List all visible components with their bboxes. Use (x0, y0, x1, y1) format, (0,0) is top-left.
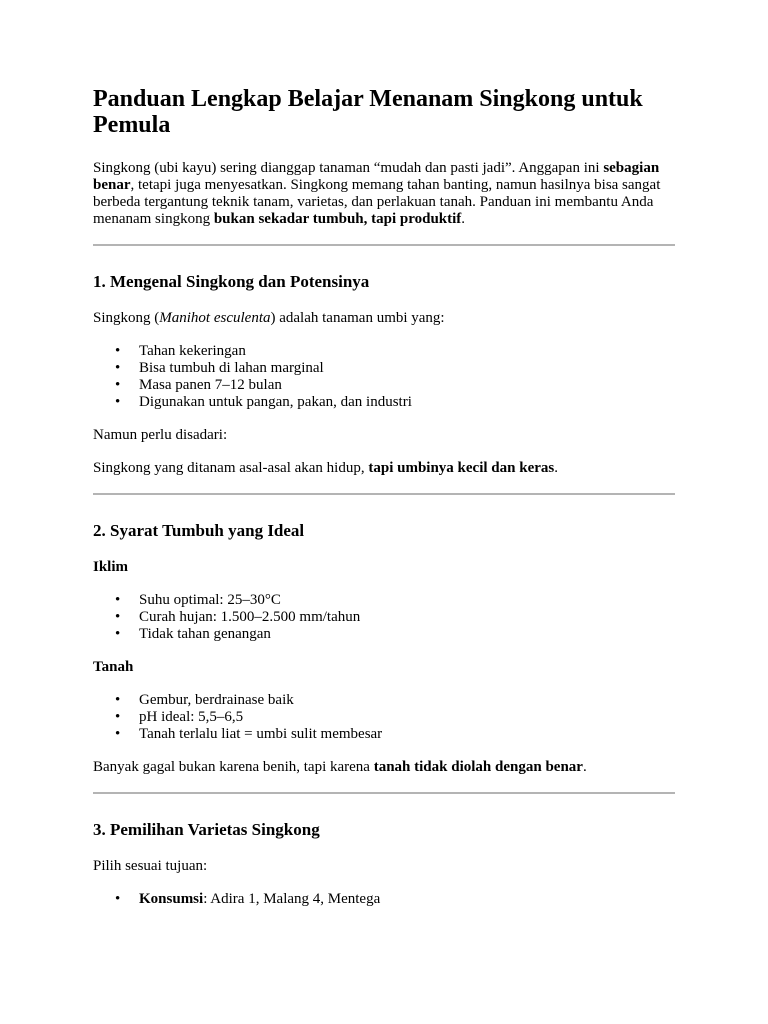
subheading-tanah: Tanah (93, 659, 134, 675)
list-item: • pH ideal: 5,5–6,5 (139, 709, 675, 726)
intro-text-3: . (461, 211, 466, 227)
lead-text-post: ) adalah tanaman umbi yang: (270, 310, 445, 326)
list-item: • Gembur, berdrainase baik (139, 692, 675, 709)
list-item: • Tidak tahan genangan (139, 626, 675, 643)
intro-text-2: , tetapi juga menyesatkan. Singkong memang tahan banting, namun hasilnya bisa sangat berbeda tergantung teknik tanam, varietas, dan perlakuan tanah. Panduan ini membantu Anda menanam singkong (93, 177, 661, 227)
list-item: • Tanah terlalu liat = umbi sulit membesar (139, 726, 675, 743)
section-1-heading: 1. Mengenal Singkong dan Potensinya (93, 272, 370, 291)
intro-text-1: Singkong (ubi kayu) sering dianggap tanaman “mudah dan pasti jadi”. Anggapan ini (93, 160, 604, 176)
intro-paragraph (93, 160, 675, 228)
lead-text-pre: Singkong ( (93, 310, 160, 326)
list-item: • Suhu optimal: 25–30°C (139, 592, 675, 609)
subheading-iklim: Iklim (93, 559, 129, 575)
section-3-lead: Pilih sesuai tujuan: (93, 858, 208, 874)
section-3-heading: 3. Pemilihan Varietas Singkong (93, 820, 320, 839)
section-2-heading: 2. Syarat Tumbuh yang Ideal (93, 521, 305, 540)
intro-bold-2: bukan sekadar tumbuh, tapi produktif (213, 211, 462, 227)
iklim-list (93, 592, 675, 643)
list-item: • Curah hujan: 1.500–2.500 mm/tahun (139, 609, 675, 626)
section-1-lead (93, 310, 675, 327)
tip-text-pre: Banyak gagal bukan karena benih, tapi karena (93, 759, 374, 775)
document-content (93, 86, 675, 908)
section-1-list (93, 343, 675, 411)
intro-bold-1: sebagian benar (93, 160, 660, 193)
document-title: Panduan Lengkap Belajar Menanam Singkong untuk Pemula (93, 86, 643, 138)
tanah-list (93, 692, 675, 743)
section-1-note: Namun perlu disadari: (93, 427, 228, 443)
list-item: • Tahan kekeringan (139, 343, 675, 360)
section-3-list (93, 891, 675, 908)
list-item: • Digunakan untuk pangan, pakan, dan industri (139, 394, 675, 411)
final-text-pre: Singkong yang ditanam asal-asal akan hidup, (93, 460, 369, 476)
scientific-name: Manihot esculenta (159, 310, 271, 326)
list-item: • Bisa tumbuh di lahan marginal (139, 360, 675, 377)
variety-text: : Adira 1, Malang 4, Mentega (203, 891, 381, 907)
tip-text-post: . (582, 759, 587, 775)
variety-label: Konsumsi (139, 891, 204, 907)
final-text-bold: tapi umbinya kecil dan keras (368, 460, 555, 476)
section-1-final (93, 460, 675, 477)
list-item: • Masa panen 7–12 bulan (139, 377, 675, 394)
list-item (139, 891, 675, 908)
section-2-tip (93, 759, 675, 776)
tip-text-bold: tanah tidak diolah dengan benar (373, 759, 583, 775)
final-text-post: . (554, 460, 558, 476)
